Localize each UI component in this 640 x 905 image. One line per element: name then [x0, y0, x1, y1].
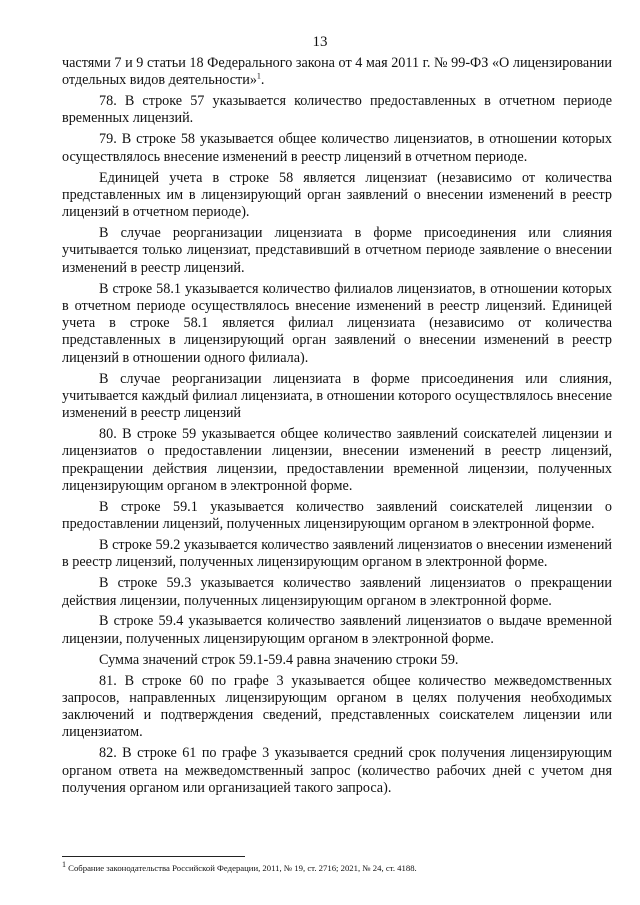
paragraph-sum: Сумма значений строк 59.1-59.4 равна значению строки 59.	[99, 651, 459, 668]
paragraph-82: 82. В строке 61 по графе 3 указывается средний срок получения лицензирующим органом ответа на межведомственный запрос (количество рабочих дней с учетом дня получения органом или организацией такого запроса).	[62, 745, 612, 796]
page-number: 13	[312, 34, 328, 50]
footnote-mark: 1	[62, 860, 66, 870]
paragraph-78: 78. В строке 57 указывается количество предоставленных в отчетном периоде временных лицензий.	[62, 93, 612, 127]
paragraph-continuation	[62, 55, 612, 90]
paragraph-80: 80. В строке 59 указывается общее количество заявлений соискателей лицензии и лицензиатов о предоставлении лицензии, внесении изменений в реестр лицензий, прекращении действия лицензии, предоставлении временной лицензии, полученных лицензирующим органом в электронной форме.	[62, 426, 612, 494]
paragraph-58-1-reorganization: В случае реорганизации лицензиата в форме присоединения или слияния, учитывается каждый филиал лицензиата, в отношении которого осуществлялось внесение изменений в реестр лицензий	[62, 370, 612, 422]
paragraph-59-2: В строке 59.2 указывается количество заявлений лицензиатов о внесении изменений в реестр лицензий, полученных лицензирующим органом в электронной форме.	[62, 537, 612, 571]
footnote-reference-period: .	[260, 72, 265, 89]
footnote	[62, 860, 612, 874]
paragraph-59-1: В строке 59.1 указывается количество заявлений соискателей лицензии о предоставлении лицензий, полученных лицензирующим органом в электронной форме.	[62, 498, 612, 533]
paragraph-79: 79. В строке 58 указывается общее количество лицензиатов, в отношении которых осуществлялось внесение изменений в реестр лицензий в отчетном периоде.	[62, 131, 612, 165]
paragraph-79-unit: Единицей учета в строке 58 является лицензиат (независимо от количества представленных им в лицензирующий орган заявлений о внесении изменений в реестр лицензий в отчетном периоде).	[62, 169, 612, 221]
paragraph-79-reorganization: В случае реорганизации лицензиата в форме присоединения или слияния учитывается только лицензиат, представивший в отчетном периоде заявление о внесении изменений в реестр лицензий.	[62, 225, 612, 276]
paragraph-59-4: В строке 59.4 указывается количество заявлений лицензиатов о выдаче временной лицензии, полученных лицензирующим органом в электронной форме.	[62, 613, 612, 647]
paragraph-81: 81. В строке 60 по графе 3 указывается общее количество межведомственных запросов, направленных лицензирующим органом в целях получения необходимых заключений и подтверждения сведений, представленных соискателем лицензии или лицензиатом.	[62, 672, 612, 741]
footnote-reference: 1	[256, 71, 261, 81]
paragraph-58-1: В строке 58.1 указывается количество филиалов лицензиатов, в отношении которых в отчетном периоде осуществлялось внесение изменений в реестр лицензий. Единицей учета в строке 58.1 является филиал лицензиата (независимо от количества представленных в лицензирующий орган заявлений о внесении изменений в реестр лицензий в отношении одного филиала).	[62, 280, 612, 366]
paragraph-text: частями 7 и 9 статьи 18 Федерального закона от 4 мая 2011 г. № 99-ФЗ «О лицензировании отдельных видов деятельности»	[62, 55, 612, 89]
paragraph-59-3: В строке 59.3 указывается количество заявлений лицензиатов о прекращении действия лицензии, полученных лицензирующим органом в электронной форме.	[62, 575, 612, 609]
body-text	[62, 55, 612, 801]
footnote-text: Собрание законодательства Российской Федерации, 2011, № 19, ст. 2716; 2021, № 24, ст. 4188.	[68, 863, 417, 873]
footnote-divider	[62, 856, 245, 857]
